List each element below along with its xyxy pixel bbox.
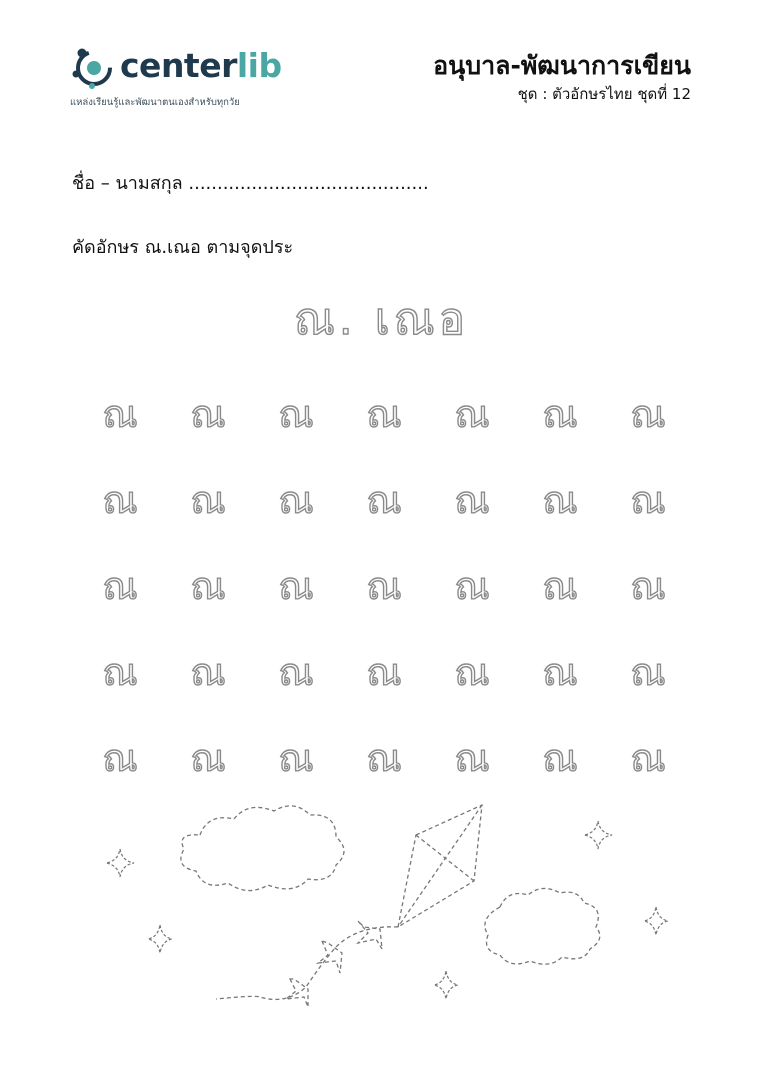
trace-letter: ณ [366,391,402,436]
trace-letter: ณ [366,563,402,608]
trace-letter: ณ [190,563,226,608]
sparkle-icon [148,925,172,953]
trace-letter: ณ [630,477,666,522]
logo-mark-icon [70,44,118,92]
cloud-icon [485,888,600,964]
trace-letter: ณ [102,477,138,522]
kite-scene-illustration [90,795,690,1025]
trace-letter: ณ [278,477,314,522]
name-field-label: ชื่อ – นามสกุล .......................................... [72,173,429,194]
instruction-text: คัดอักษร ณ.เณอ ตามจุดประ [72,237,294,258]
logo-wordmark [120,46,282,85]
trace-row [76,714,696,800]
trace-letter: ณ [454,649,490,694]
trace-letter: ณ [278,391,314,436]
logo-word-main: center [120,46,237,85]
trace-letter: ณ [630,391,666,436]
page-subtitle: ชุด : ตัวอักษรไทย ชุดที่ 12 [517,85,691,103]
trace-row [76,370,696,456]
trace-word: ณ. เณอ [293,294,470,345]
trace-letter: ณ [190,649,226,694]
trace-letter: ณ [102,649,138,694]
trace-letter: ณ [278,735,314,780]
cloud-icon [181,806,344,891]
trace-letter: ณ [454,391,490,436]
centerlib-logo [70,42,300,112]
trace-letter: ณ [542,477,578,522]
trace-letter: ณ [102,563,138,608]
trace-letter: ณ [102,735,138,780]
trace-letter: ณ [366,649,402,694]
trace-letter: ณ [278,563,314,608]
trace-letter: ณ [630,563,666,608]
logo-tagline: แหล่งเรียนรู้และพัฒนาตนเองสำหรับทุกวัย [70,97,240,108]
trace-letter: ณ [366,477,402,522]
trace-row [76,628,696,714]
trace-letter: ณ [542,563,578,608]
trace-letter: ณ [454,563,490,608]
sparkle-icon [644,907,668,935]
trace-letter: ณ [366,735,402,780]
trace-row [76,456,696,542]
trace-letter: ณ [190,391,226,436]
logo-word-accent: lib [236,46,282,85]
trace-letter: ณ [542,649,578,694]
trace-row [76,542,696,628]
trace-letter: ณ [454,477,490,522]
trace-letter: ณ [542,735,578,780]
trace-letter-grid [76,370,696,800]
trace-letter: ณ [454,735,490,780]
sparkle-icon [106,849,134,877]
trace-letter: ณ [630,735,666,780]
trace-letter: ณ [278,649,314,694]
trace-letter: ณ [190,735,226,780]
trace-letter: ณ [190,477,226,522]
trace-letter: ณ [542,391,578,436]
trace-letter: ณ [630,649,666,694]
sparkle-icon [434,971,458,999]
page-title: อนุบาล-พัฒนาการเขียน [433,51,691,80]
trace-letter: ณ [102,391,138,436]
sparkle-icon [584,821,612,849]
